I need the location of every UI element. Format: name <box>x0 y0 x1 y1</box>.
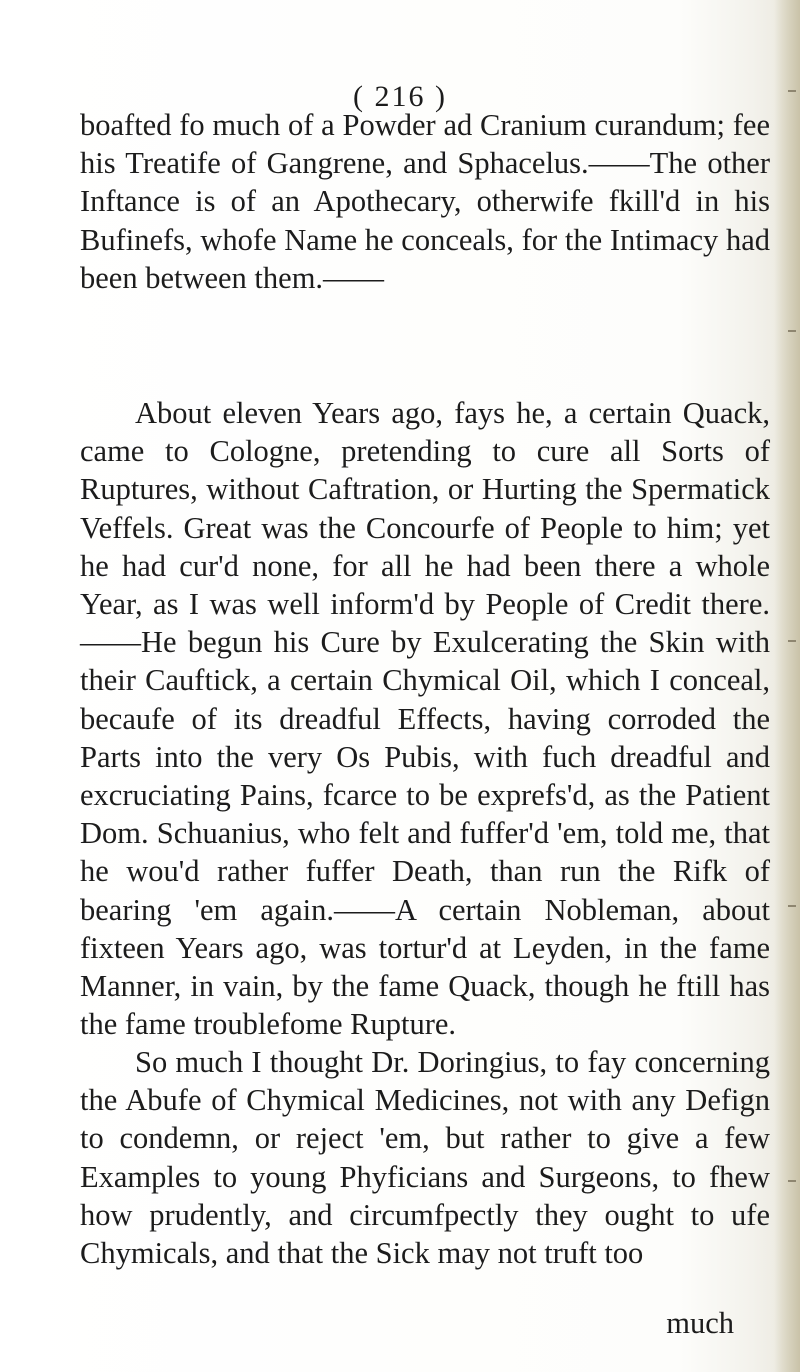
page-edge-shadow <box>774 0 800 1372</box>
edge-mark <box>788 640 796 642</box>
paragraph-text: About eleven Years ago, fays he, a certain Quack, came to Cologne, pretending to cure all Sorts of Ruptures, without Caftration, or Hurting the Spermatick Veffels. Great was the Concourfe of People to him; yet he had cur'd none, for all he had been there a whole Year, as I was well inform'd by People of Credit there.——He begun his Cure by Exulcerating the Skin with their Cauftick, a certain Chymical Oil, which I conceal, becaufe of its dreadful Effects, having corroded the Parts into the very Os Pubis, with fuch dreadful and excruciating Pains, fcarce to be exprefs'd, as the Patient Dom. Schuanius, who felt and fuffer'd 'em, told me, that he wou'd rather fuffer Death, than run the Rifk of bearing 'em again.——A certain Nobleman, about fixteen Years ago, was tortur'd at Leyden, in the fame Manner, in vain, by the fame Quack, though he ftill has the fame troublefome Rupture. <box>80 396 770 1042</box>
paragraph-2 <box>80 394 770 1043</box>
catchword: much <box>666 1306 734 1340</box>
edge-mark <box>788 905 796 907</box>
paragraph-1 <box>80 106 770 297</box>
edge-mark <box>788 1180 796 1182</box>
page-number: ( 216 ) <box>353 80 447 113</box>
paragraph-text: boafted fo much of a Powder ad Cranium curandum; fee his Treatife of Gangrene, and Sphacelus.——The other Inftance is of an Apothecary, otherwife fkill'd in his Bufinefs, whofe Name he conceals, for the Intimacy had been between them.—— <box>80 108 770 295</box>
paragraph-3 <box>80 1043 770 1272</box>
edge-mark <box>788 330 796 332</box>
paragraph-text: So much I thought Dr. Doringius, to fay concerning the Abufe of Chymical Medicines, not with any Defign to condemn, or reject 'em, but rather to give a few Examples to young Phyficians and Surgeons, to fhew how prudently, and circumfpectly they ought to ufe Chymicals, and that the Sick may not truft too <box>80 1045 770 1271</box>
